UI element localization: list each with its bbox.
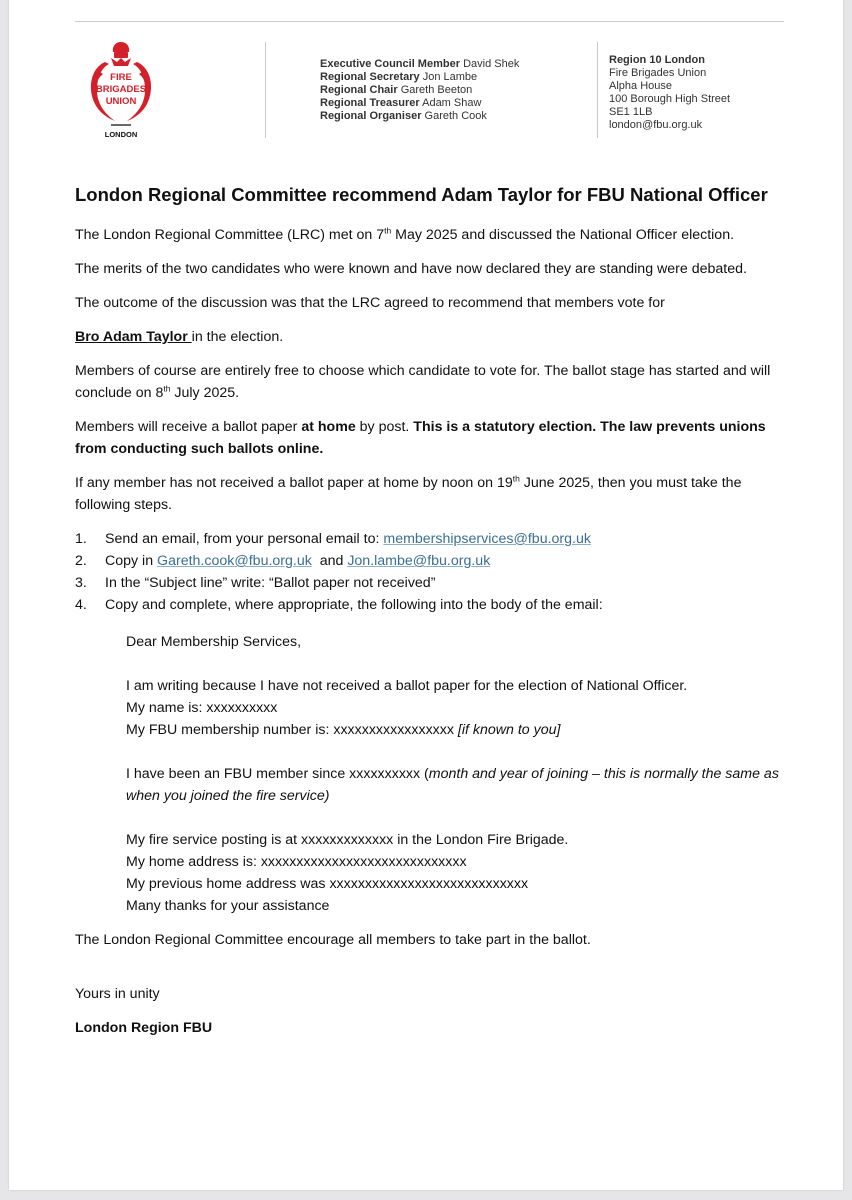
address-line: Alpha House (609, 80, 672, 92)
paragraph-free-choice: Members of course are entirely free to choose which candidate to vote for. The ballot stage has started and will conclude on 8th July 2025. (75, 363, 771, 401)
template-line: My fire service posting is at xxxxxxxxxxxxx in the London Fire Brigade. (126, 832, 569, 848)
address-line: Fire Brigades Union (609, 67, 707, 79)
regional-officers (320, 58, 519, 123)
signoff: Yours in unity (75, 986, 160, 1002)
top-rule (75, 21, 784, 22)
address-line: SE1 1LB (609, 106, 653, 118)
region-address (609, 54, 730, 132)
officer-row: Regional Organiser Gareth Cook (320, 110, 487, 122)
gareth-cook-email-link[interactable]: Gareth.cook@fbu.org.uk (157, 553, 312, 569)
logo-text-brigades: BRIGADES (95, 84, 147, 95)
address-line: 100 Borough High Street (609, 93, 731, 105)
paragraph-merits: The merits of the two candidates who were known and have now declared they are standing were debated. (75, 261, 747, 277)
template-greeting: Dear Membership Services, (126, 634, 302, 650)
step-item: 3. In the “Subject line” write: “Ballot paper not received” (75, 575, 436, 591)
signature: London Region FBU (75, 1020, 213, 1036)
fbu-london-logo (81, 34, 161, 146)
logo-text-fire: FIRE (110, 72, 132, 83)
step-item: 1. Send an email, from your personal email to: membershipservices@fbu.org.uk (75, 531, 591, 547)
candidate-name: Bro Adam Taylor (75, 329, 192, 345)
template-line: My previous home address was xxxxxxxxxxxxxxxxxxxxxxxxxxxx (126, 876, 529, 892)
header-divider-left (265, 42, 266, 138)
email-template (126, 631, 780, 917)
template-line: My name is: xxxxxxxxxx (126, 700, 278, 716)
template-line: Many thanks for your assistance (126, 898, 330, 914)
letter-body (75, 182, 780, 1051)
paragraph-closing: The London Regional Committee encourage all members to take part in the ballot. (75, 932, 591, 948)
template-line: I have been an FBU member since xxxxxxxxxx (month and year of joining – this is normally the same as when you joined the fire service) (126, 766, 779, 804)
paragraph-meeting: The London Regional Committee (LRC) met on 7th May 2025 and discussed the National Officer election. (75, 225, 735, 243)
officer-row: Regional Secretary Jon Lambe (320, 71, 478, 83)
step-item: 4. Copy and complete, where appropriate, the following into the body of the email: (75, 597, 603, 613)
logo-text-union: UNION (105, 96, 137, 107)
membershipservices-email-link[interactable]: membershipservices@fbu.org.uk (383, 531, 591, 547)
template-line: My home address is: xxxxxxxxxxxxxxxxxxxxxxxxxxxxx (126, 854, 467, 870)
address-email: london@fbu.org.uk (609, 119, 703, 131)
letter-page (9, 0, 843, 1190)
logo-text-london: LONDON (104, 130, 138, 139)
paragraph-candidate: Bro Adam Taylor in the election. (75, 329, 284, 345)
steps-list (75, 528, 780, 616)
officer-row: Executive Council Member David Shek (320, 58, 520, 70)
template-line: My FBU membership number is: xxxxxxxxxxxxxxxxx [if known to you] (126, 722, 561, 738)
paragraph-outcome: The outcome of the discussion was that the LRC agreed to recommend that members vote for (75, 295, 665, 311)
jon-lambe-email-link[interactable]: Jon.lambe@fbu.org.uk (347, 553, 491, 569)
paragraph-not-received: If any member has not received a ballot paper at home by noon on 19th June 2025, then you must take the following steps. (75, 473, 742, 513)
officer-row: Regional Chair Gareth Beeton (320, 84, 473, 96)
officer-row: Regional Treasurer Adam Shaw (320, 97, 482, 109)
letter-title: London Regional Committee recommend Adam Taylor for FBU National Officer (75, 184, 768, 205)
step-item: 2. Copy in Gareth.cook@fbu.org.uk and Jon.lambe@fbu.org.uk (75, 553, 491, 569)
header-divider-right (597, 42, 598, 138)
paragraph-ballot-at-home: Members will receive a ballot paper at home by post. This is a statutory election. The law prevents unions from conducting such ballots online. (75, 419, 766, 457)
template-line: I am writing because I have not received a ballot paper for the election of National Officer. (126, 678, 688, 694)
region-name: Region 10 London (609, 54, 705, 66)
